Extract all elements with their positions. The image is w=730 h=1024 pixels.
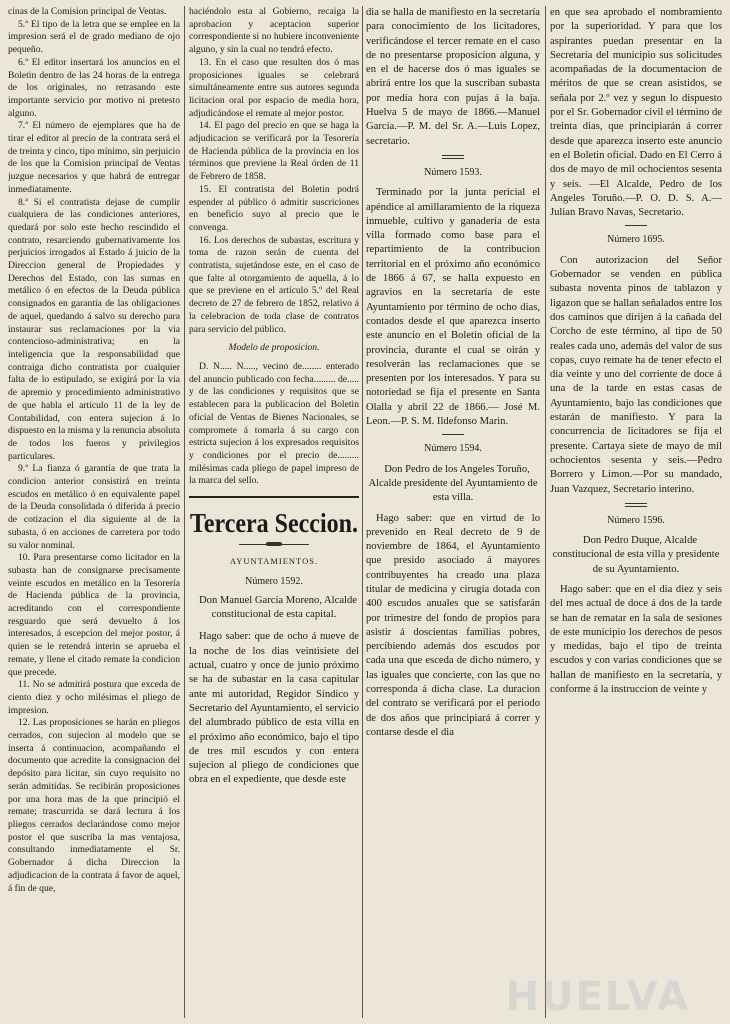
- notice-number: Número 1695.: [607, 234, 665, 246]
- notice-header: Don Pedro de los Angeles Toruño, Alcalde presidente del Ayuntamiento de esta villa.: [368, 463, 538, 504]
- separator: [625, 225, 647, 226]
- column-3: [366, 6, 540, 740]
- notice-header: Don Pedro Duque, Alcalde constitucional de esta villa y presidente de su Ayuntamiento.: [552, 535, 720, 575]
- subsection-title: AYUNTAMIENTOS.: [229, 556, 319, 567]
- paragraph: 11. No se admitirá postura que exceda de ciento diez y ocho milésimas el pliego de impresion.: [8, 679, 180, 716]
- notice-number: Número 1592.: [245, 575, 303, 587]
- section-rule: [189, 496, 359, 498]
- column-4: [550, 6, 722, 697]
- column-divider: [545, 6, 546, 1018]
- notice-number: Número 1593.: [424, 166, 482, 178]
- separator: [442, 155, 464, 159]
- paragraph: cinas de la Comision principal de Ventas.: [8, 6, 167, 17]
- paragraph: 15. El contratista del Boletin podrá espender al público ó admitir suscriciones en beneficio suyo al precio que le convenga.: [189, 183, 359, 233]
- paragraph: en que sea aprobado el nombramiento por la superioridad. Y para que los aspirantes puedan presentar en la Secretaría del municipio sus solicitudes acompañadas de la documentacion de méritos de que se crean asistidos, se señala por 2.º vez y segun lo dispuesto por el Sr. Gobernador civil el término de treinta dias, que principiarán á correr desde que aparezca inserto este anuncio en el Boletin oficial. Dado en El Cerro á dos de mayo de mil ochocientos sesenta y seis. —El Alcalde, Pedro de los Angeles Toruño.—P. O. D. S. A.—Julian Bravo Navas, Secretario.: [550, 7, 722, 219]
- paragraph: 6.ª El editor insertará los anuncios en el Boletin dentro de las 24 horas de la entrega de los originales, no retrasando este importante servicio por motivo ni pretesto alguno.: [8, 56, 180, 119]
- paragraph: 10. Para presentarse como licitador en la subasta han de consignarse precisamente veinte escudos en metálico en la Tesorería de Hacienda pública de la provincia, acreditando con el correspondiente resguardo que será devuelto á los interesados, á escepcion del mejor postor, á quien se le retendrá interin se aprueba el remate, y llene el citado remate la condicion que precede.: [8, 552, 180, 678]
- decorative-rule: [239, 544, 309, 545]
- column-divider: [362, 6, 363, 1018]
- notice-body: Hago saber: que en el dia diez y seis del mes actual de doce á dos de la tarde se han de rematar en la sala de sesiones de este municipio los derechos de pesos y medidas, bajo el tipo de treinta escudos y con varias condiciones que se hallan de manifiesto en la secretaría, y conforme á la instruccion de veinte y: [550, 583, 722, 696]
- column-1: [8, 6, 180, 895]
- paragraph: dia se halla de manifiesto en la secretaría para conocimiento de los licitadores, verificándose el tercer remate en el caso de no presentarse proposicion alguna, y en el de hacerse dos ó mas iguales se abrirá entre los que la suscriban subasta por media hora con pujas á la baja. Huelva 5 de mayo de 1866.—Manuel García.—P. M. del Sr. A.—Luis Lopez, secretario.: [366, 7, 540, 147]
- paragraph: 14. El pago del precio en que se haga la adjudicacion se verificará por la Tesorería de Hacienda pública de la provincia en los términos que previene la Real órden de 11 de Febrero de 1858.: [189, 120, 359, 183]
- section-title: Tercera Seccion.: [190, 509, 358, 539]
- column-2: [189, 6, 359, 788]
- paragraph: 16. Los derechos de subastas, escritura y toma de razon serán de cuenta del contratista, sujetándose este, en el caso de que falte al otorgamiento de aquella, á lo que se previene en el artículo 5.º del Real decreto de 27 de febrero de 1852, relativo á la celebracion de toda clase de contratos para servicio del público.: [189, 234, 359, 335]
- column-divider: [184, 6, 185, 1018]
- notice-body: Hago saber: que de ocho á nueve de la noche de los dias veintisiete del actual, cuatro y once de junio próximo se ha de subastar en la casa capitular ante mi autoridad, Regidor Síndico y Secretario del Ayuntamiento, el servicio del alumbrado público de esta villa en el próximo año económico, bajo el tipo de tres mil escudos y con entera sujecion al pliego de condiciones que obra en el expediente, que desde este: [189, 631, 359, 786]
- paragraph: 7.ª El número de ejemplares que ha de tirar el editor al precio de la contrata será el de treinta y cinco, tipo mínimo, sin perjuicio de los que la Comision principal de Ventas juzgue necesarios y que habrá de entregar inmediatamente.: [8, 120, 180, 195]
- paragraph: 8.ª Si el contratista dejase de cumplir cualquiera de las condiciones anteriores, quedará por solo este hecho rescindido el contrato, resarciendo gubernativamente los perjuicios irrogados al Estado á juicio de la Direccion general de Propiedades y Derechos del Estado, con las sumas en metálico ó en efectos de la Deuda pública consignados en garantía de las obligaciones de aquel, quedando á salvo su derecho para instaurar sus reclamaciones por la via contencioso-administrativa; en la inteligencia que la responsabilidad que contraiga dicho contratista por cualquier falta de lo estipulado, se exigirá por la via de apremio y procedimiento administrativo de que habla el artículo 11 de la ley de Contabilidad, con entera sujecion á lo dispuesto en la misma y la renuncia absoluta de todos los fueros y privilegios particulares.: [8, 196, 180, 462]
- paragraph: 9.ª La fianza ó garantía de que trata la condicion anterior consistirá en treinta escudos en metálico ó en equivalente papel de la Deuda consolidada ó diferida á precio de cotizacion el dia siguiente al de la subasta, ó en acciones de carretera por todo su valor nominal.: [8, 463, 180, 551]
- paragraph: 13. En el caso que resulten dos ó mas proposiciones iguales se celebrará simultáneamente entre sus autores segunda licitacion oral por espacio de media hora, adjudicándose el remate al mejor postor.: [189, 56, 359, 119]
- watermark: HUELVA: [505, 974, 690, 1020]
- paragraph: 12. Las proposiciones se harán en pliegos cerrados, con sujecion al modelo que se inserta á continuacion, acompañando el documento que acredite la consignacion del depósito para licitar, sin cuyo requisito no serán admitidas. Se recibirán proposiciones por una hora mas de la que principió el remate; trascurrida se dará lectura á los pliegos cerrados declarándose como mejor postor el que suscriba la mas ventajosa, consultando inmediatamente el Sr. Gobernador á dicha Direccion la adjudicacion de la contrata á favor de aquel, á fin de que,: [8, 717, 180, 894]
- model-title: Modelo de proposicion.: [228, 342, 320, 354]
- notice-body: Terminado por la junta pericial el apéndice al amillaramiento de la riqueza inmueble, cultivo y ganadería de esta villa formado como base para el repartimiento de la contribucion territorial en el próximo año económico de 1866 á 67, se halla expuesto en agravios en la secretaría de este Ayuntamiento por término de ocho dias, contados desde el que aparezca inserto este anuncio en el Boletin oficial de la provincia, durante el cual se oirán y resolverán las reclamaciones que se presenten por los interesados. Y para su notoriedad se fija el presente en Santa Olalla y abril 22 de 1866.— José M. Leon.—P. S. M. Ildefonso Marin.: [366, 187, 540, 428]
- separator: [625, 503, 647, 507]
- notice-body: Con autorizacion del Señor Gobernador se venden en pública subasta noventa pinos de tablazon y ligazon que se hallan señalados entre los dos caminos que dirijen á la cañada del Corcho de este término, al tipo de 50 reales cada uno, además del valor de sus copas, cuyo remate ha de tener efecto el dia veinte y uno del corriente de doce á una de la tarde en estas casas de Ayuntamiento, bajo las condiciones que estarán de manifiesto. Y para la concurrencia de licitadores se fija el presente. Cartaya siete de mayo de mil ochocientos sesenta y seis.—Pedro Borrero y Limon.—Por su mandado, Juan Vazquez, Secretario interino.: [550, 254, 722, 495]
- separator: [442, 434, 464, 435]
- notice-header: Don Manuel García Moreno, Alcalde constitucional de esta capital.: [199, 595, 357, 621]
- model-text: D. N..... N....., vecino de........ enterado del anuncio publicado con fecha......... de..... y de las condiciones y requisitos que se establecen para la publicacion del Boletin oficial de Ventas de Bienes Nacionales, se compromete á tomarla á su cargo con estricta sujecion á los expresados requisitos y condiciones por el precio de......... milésimas cada pliego de papel impreso de la marca del sello.: [189, 360, 359, 487]
- paragraph: haciéndolo esta al Gobierno, recaiga la aprobacion y aceptacion superior correspondiente si no hubiere inconveniente alguno, y sin la cual no tendrá efecto.: [189, 6, 359, 56]
- notice-number: Número 1596.: [607, 514, 665, 526]
- notice-body: Hago saber: que en virtud de lo prevenido en Real decreto de 9 de noviembre de 1864, el Ayuntamiento que presido asociado á mayores contribuyentes ha creado una plaza titular de medicina y cirugía dotada con 400 escudos anuales que se satisfarán por trimestre del fondo de propios para asistir á doscientas familias pobres, percibiendo además dos escudos por cada una que esceda de dicho número, y las iguales que concierte, con las que no corresponda á dicha clase. La duracion del contrato se verificará por el periodo de dos años que principiará á correr y contarse desde el dia: [366, 512, 540, 738]
- notice-number: Número 1594.: [424, 443, 482, 455]
- paragraph: 5.ª El tipo de la letra que se emplee en la impresion será el de grado mediano de ojo pequeño.: [8, 18, 180, 56]
